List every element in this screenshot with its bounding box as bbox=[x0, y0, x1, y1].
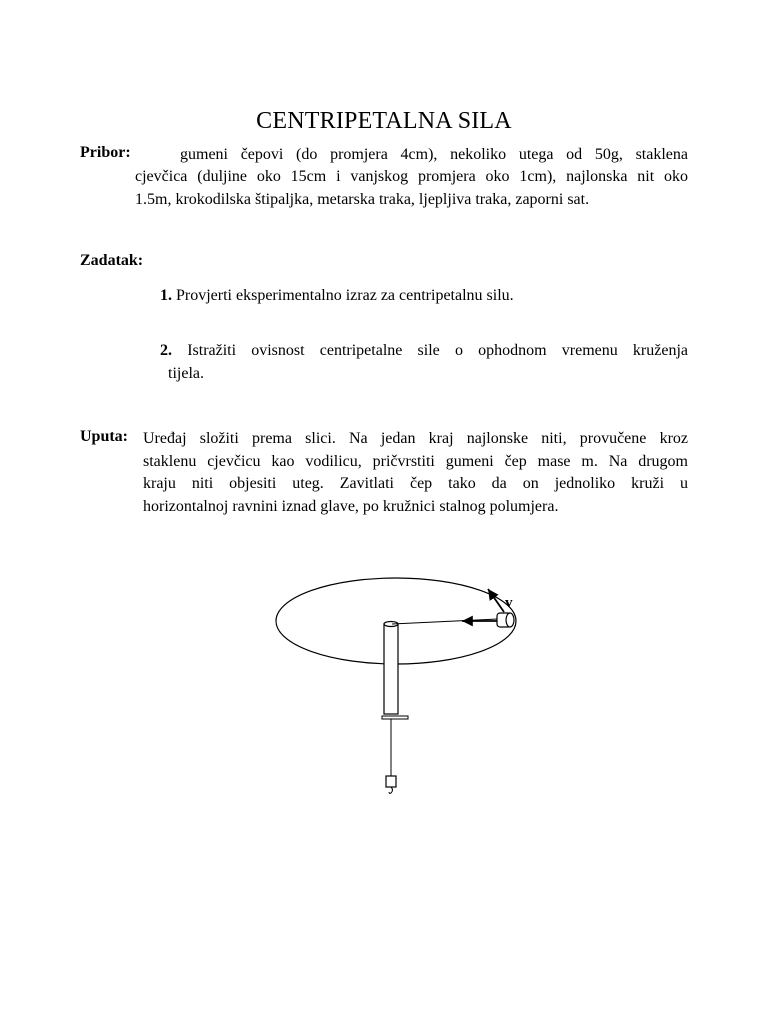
rubber-stopper-face bbox=[506, 613, 514, 627]
task-text-1: Provjerti eksperimentalno izraz za centripetalnu silu. bbox=[176, 287, 514, 304]
weight-hook bbox=[389, 787, 393, 793]
task-text-2b: tijela. bbox=[168, 364, 204, 382]
pribor-label: Pribor: bbox=[80, 144, 131, 161]
pribor-text-1: gumeni čepovi (do promjera 4cm), nekoliko utega od 50g, staklena bbox=[180, 146, 688, 163]
crocodile-clip bbox=[382, 716, 408, 719]
pribor-text-2: cjevčica (duljine oko 15cm i vanjskog promjera oko 1cm), najlonska nit oko bbox=[135, 168, 688, 185]
task-text-2: Istražiti ovisnost centripetalne sile o ophodnom vremenu kruženja bbox=[187, 342, 689, 359]
velocity-label: v bbox=[505, 595, 513, 611]
uputa-text-2: staklenu cjevčicu kao vodilicu, pričvrstiti gumeni čep mase m. Na drugom bbox=[143, 452, 688, 470]
uputa-label: Uputa: bbox=[80, 428, 129, 445]
pribor-text-3: 1.5m, krokodilska štipaljka, metarska traka, ljepljiva traka, zaporni sat. bbox=[135, 190, 590, 208]
task-number-2: 2. bbox=[160, 342, 172, 359]
task-number-1: 1. bbox=[160, 287, 172, 304]
uputa-text-3: kraju niti objesiti uteg. Zavitlati čep tako da on jednoliko kruži u bbox=[143, 475, 688, 492]
hanging-weight bbox=[386, 776, 396, 787]
page-title: CENTRIPETALNA SILA bbox=[256, 108, 512, 134]
uputa-text-1: Uređaj složiti prema slici. Na jedan kraj najlonske niti, provučene kroz bbox=[143, 430, 688, 447]
uputa-text-4: horizontalnoj ravnini iznad glave, po kružnici stalnog polumjera. bbox=[143, 497, 559, 515]
zadatak-label: Zadatak: bbox=[80, 252, 144, 269]
glass-tube bbox=[384, 624, 398, 714]
